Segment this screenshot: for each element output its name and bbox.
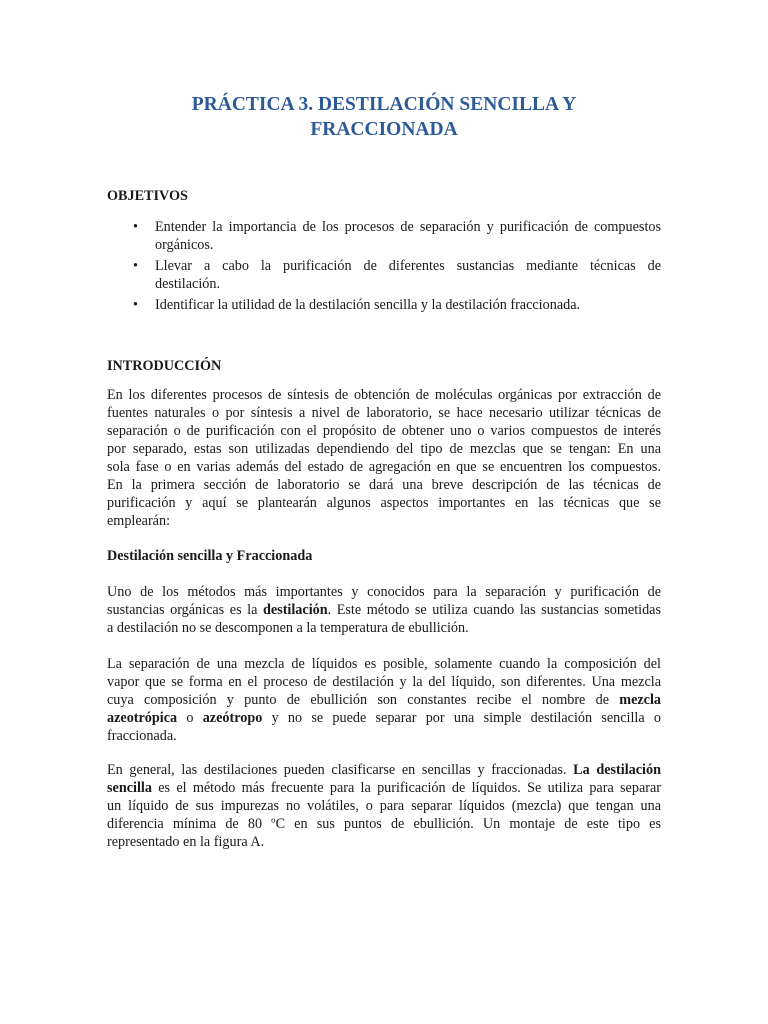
- title-line-2: FRACCIONADA: [310, 119, 458, 140]
- bullet-icon: •: [133, 219, 138, 235]
- list-item-line: Entender la importancia de los procesos de separación y purificación de compuestos: [155, 219, 661, 235]
- bold-term: La destilación: [573, 762, 661, 778]
- list-item: [107, 218, 661, 254]
- paragraph-line: vapor que se forma en el proceso de destilación y la del líquido, son diferentes. Una mezcla: [107, 674, 661, 690]
- paragraph-line: sola fase o en varias además del estado de agregación en que se encuentren los compuestos.: [107, 459, 661, 475]
- list-item-line: Llevar a cabo la purificación de diferentes sustancias mediante técnicas de: [155, 258, 661, 274]
- objetivos-heading: OBJETIVOS: [107, 188, 188, 204]
- text-run: y no se puede separar por una simple destilación sencilla o: [262, 710, 662, 726]
- list-item-line: destilación.: [155, 276, 221, 292]
- bold-term: mezcla: [619, 692, 661, 708]
- introduccion-paragraph: [107, 386, 661, 530]
- text-run: es el método más frecuente para la purificación de líquidos. Se utiliza para separar: [151, 780, 661, 796]
- text-run: sustancias orgánicas es la: [107, 602, 263, 618]
- paragraph-line: [107, 691, 661, 709]
- text-run: . Este método se utiliza cuando las sustancias sometidas: [327, 602, 661, 618]
- page-title: [107, 92, 661, 142]
- paragraph-line: fuentes naturales o por síntesis a nivel de laboratorio, se hace necesario utilizar técnicas de: [107, 405, 661, 421]
- paragraph-line: representado en la figura A.: [107, 834, 265, 850]
- destilacion-paragraph-3: [107, 761, 661, 851]
- paragraph-line: a destilación no se descomponen a la temperatura de ebullición.: [107, 620, 469, 636]
- bullet-icon: •: [133, 297, 138, 313]
- paragraph-line: [107, 761, 661, 779]
- bold-term: sencilla: [107, 780, 152, 796]
- list-item-line: Identificar la utilidad de la destilación sencilla y la destilación fraccionada.: [155, 297, 581, 313]
- paragraph-line: En los diferentes procesos de síntesis de obtención de moléculas orgánicas por extracción de: [107, 387, 661, 403]
- paragraph-line: purificación y aquí se plantearán algunos aspectos importantes en las técnicas que se: [107, 495, 661, 511]
- paragraph-line: [107, 779, 661, 797]
- bold-term: azeotrópica: [107, 710, 178, 726]
- paragraph-line: separación o de purificación con el propósito de obtener uno o varios compuestos de interés: [107, 423, 661, 439]
- list-item: [107, 296, 661, 314]
- text-run: En general, las destilaciones pueden clasificarse en sencillas y fraccionadas.: [107, 762, 574, 778]
- paragraph-line: por separado, estas son utilizadas dependiendo del tipo de mezclas que se tengan: En una: [107, 441, 661, 457]
- bold-term: azeótropo: [202, 710, 263, 726]
- paragraph-line: un líquido de sus impurezas no volátiles, o para separar líquidos (mezcla) que tengan una: [107, 798, 661, 814]
- bold-term: destilación: [262, 602, 328, 618]
- introduccion-heading: INTRODUCCIÓN: [107, 358, 222, 374]
- paragraph-line: [107, 601, 661, 619]
- destilacion-paragraph-1: [107, 583, 661, 637]
- list-item: [107, 257, 661, 293]
- destilacion-heading: Destilación sencilla y Fraccionada: [107, 548, 313, 564]
- paragraph-line: [107, 709, 661, 727]
- paragraph-line: diferencia mínima de 80 ºC en sus puntos de ebullición. Un montaje de este tipo es: [107, 816, 661, 832]
- title-line-1: PRÁCTICA 3. DESTILACIÓN SENCILLA Y: [191, 94, 577, 115]
- text-run: o: [177, 710, 203, 726]
- paragraph-line: Uno de los métodos más importantes y conocidos para la separación y purificación de: [107, 584, 661, 600]
- list-item-line: orgánicos.: [155, 237, 214, 253]
- paragraph-line: En la primera sección de laboratorio se dará una breve descripción de las técnicas de: [107, 477, 661, 493]
- bullet-icon: •: [133, 258, 138, 274]
- paragraph-line: fraccionada.: [107, 728, 177, 744]
- paragraph-line: La separación de una mezcla de líquidos es posible, solamente cuando la composición del: [107, 656, 661, 672]
- paragraph-line: emplearán:: [107, 513, 171, 529]
- objetivos-list: [107, 218, 661, 317]
- text-run: cuya composición y punto de ebullición son constantes recibe el nombre de: [107, 692, 620, 708]
- destilacion-paragraph-2: [107, 655, 661, 745]
